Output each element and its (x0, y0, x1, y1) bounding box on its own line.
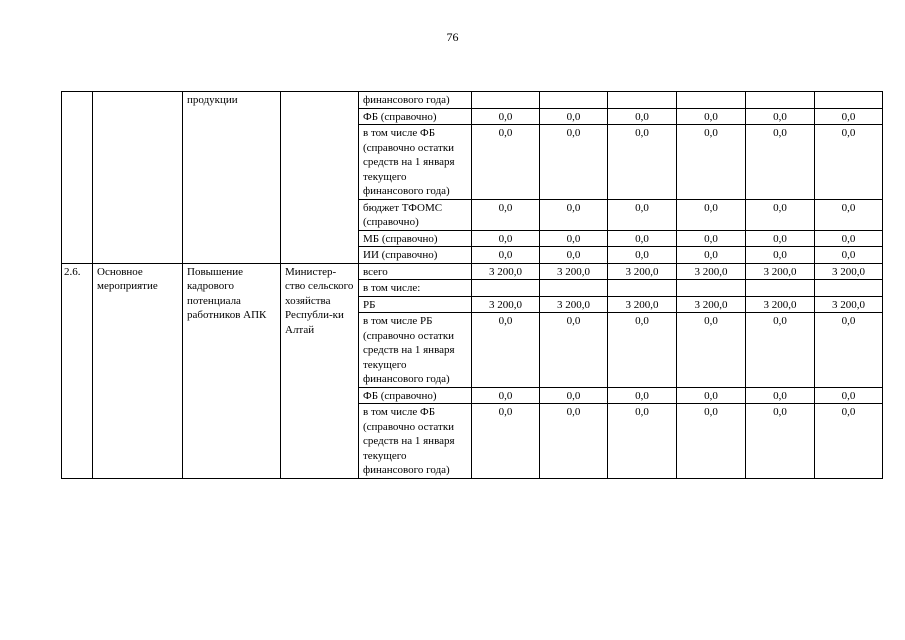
value-cell: 0,0 (472, 108, 540, 125)
value-cell: 0,0 (677, 387, 746, 404)
number-cell (62, 92, 93, 264)
value-cell: 0,0 (540, 313, 608, 388)
value-cell (472, 92, 540, 109)
value-cell: 3 200,0 (746, 263, 815, 280)
number-cell: 2.6. (62, 263, 93, 478)
value-cell: 0,0 (472, 313, 540, 388)
value-cell: 0,0 (677, 108, 746, 125)
name-cell: продукции (183, 92, 281, 264)
source-cell: бюджет ТФОМС (справочно) (359, 199, 472, 230)
value-cell (746, 92, 815, 109)
value-cell: 0,0 (677, 313, 746, 388)
value-cell: 3 200,0 (815, 263, 883, 280)
value-cell: 0,0 (677, 404, 746, 479)
value-cell (540, 92, 608, 109)
value-cell: 3 200,0 (677, 296, 746, 313)
source-cell: ФБ (справочно) (359, 387, 472, 404)
value-cell: 0,0 (540, 108, 608, 125)
value-cell: 3 200,0 (746, 296, 815, 313)
type-cell (93, 92, 183, 264)
value-cell: 0,0 (472, 387, 540, 404)
value-cell: 0,0 (540, 404, 608, 479)
value-cell: 3 200,0 (608, 263, 677, 280)
page-number: 76 (446, 30, 459, 44)
source-cell: в том числе ФБ (справочно остатки средств на 1 января текущего финансового года) (359, 404, 472, 479)
source-cell: ФБ (справочно) (359, 108, 472, 125)
value-cell (746, 280, 815, 297)
source-cell: в том числе РБ (справочно остатки средств на 1 января текущего финансового года) (359, 313, 472, 388)
value-cell: 0,0 (746, 387, 815, 404)
budget-table (61, 91, 883, 479)
value-cell (472, 280, 540, 297)
value-cell: 0,0 (746, 247, 815, 264)
value-cell: 0,0 (608, 387, 677, 404)
source-cell: РБ (359, 296, 472, 313)
source-cell: финансового года) (359, 92, 472, 109)
value-cell: 0,0 (746, 125, 815, 200)
value-cell (815, 92, 883, 109)
executor-cell: Министер-ство сельского хозяйства Республи-ки Алтай (281, 263, 359, 478)
source-cell: МБ (справочно) (359, 230, 472, 247)
value-cell: 0,0 (472, 404, 540, 479)
value-cell: 0,0 (677, 125, 746, 200)
value-cell: 0,0 (540, 230, 608, 247)
value-cell: 0,0 (540, 387, 608, 404)
value-cell: 0,0 (815, 247, 883, 264)
table-row (62, 263, 883, 280)
value-cell: 3 200,0 (677, 263, 746, 280)
value-cell (677, 280, 746, 297)
value-cell: 0,0 (815, 125, 883, 200)
value-cell (815, 280, 883, 297)
value-cell: 0,0 (608, 247, 677, 264)
value-cell: 0,0 (472, 199, 540, 230)
value-cell: 0,0 (677, 247, 746, 264)
value-cell (608, 280, 677, 297)
value-cell: 0,0 (746, 108, 815, 125)
value-cell: 0,0 (608, 108, 677, 125)
value-cell: 0,0 (608, 125, 677, 200)
value-cell: 0,0 (472, 125, 540, 200)
value-cell: 0,0 (472, 230, 540, 247)
value-cell: 0,0 (815, 404, 883, 479)
source-cell: в том числе: (359, 280, 472, 297)
value-cell: 0,0 (608, 313, 677, 388)
executor-cell (281, 92, 359, 264)
value-cell: 0,0 (746, 313, 815, 388)
value-cell: 0,0 (540, 199, 608, 230)
value-cell (677, 92, 746, 109)
table-row (62, 92, 883, 109)
value-cell: 0,0 (746, 199, 815, 230)
value-cell: 0,0 (472, 247, 540, 264)
value-cell (608, 92, 677, 109)
type-cell: Основное мероприятие (93, 263, 183, 478)
value-cell: 0,0 (746, 404, 815, 479)
value-cell (540, 280, 608, 297)
value-cell: 0,0 (815, 230, 883, 247)
value-cell: 3 200,0 (540, 263, 608, 280)
value-cell: 3 200,0 (815, 296, 883, 313)
value-cell: 3 200,0 (608, 296, 677, 313)
source-cell: всего (359, 263, 472, 280)
source-cell: в том числе ФБ (справочно остатки средств на 1 января текущего финансового года) (359, 125, 472, 200)
value-cell: 3 200,0 (540, 296, 608, 313)
value-cell: 0,0 (815, 199, 883, 230)
value-cell: 0,0 (608, 199, 677, 230)
name-cell: Повышение кадрового потенциала работников АПК (183, 263, 281, 478)
value-cell: 0,0 (746, 230, 815, 247)
value-cell: 0,0 (815, 108, 883, 125)
value-cell: 0,0 (540, 247, 608, 264)
value-cell: 0,0 (815, 313, 883, 388)
value-cell: 3 200,0 (472, 296, 540, 313)
value-cell: 0,0 (677, 199, 746, 230)
source-cell: ИИ (справочно) (359, 247, 472, 264)
value-cell: 0,0 (677, 230, 746, 247)
value-cell: 0,0 (608, 404, 677, 479)
value-cell: 0,0 (608, 230, 677, 247)
value-cell: 0,0 (815, 387, 883, 404)
value-cell: 0,0 (540, 125, 608, 200)
value-cell: 3 200,0 (472, 263, 540, 280)
